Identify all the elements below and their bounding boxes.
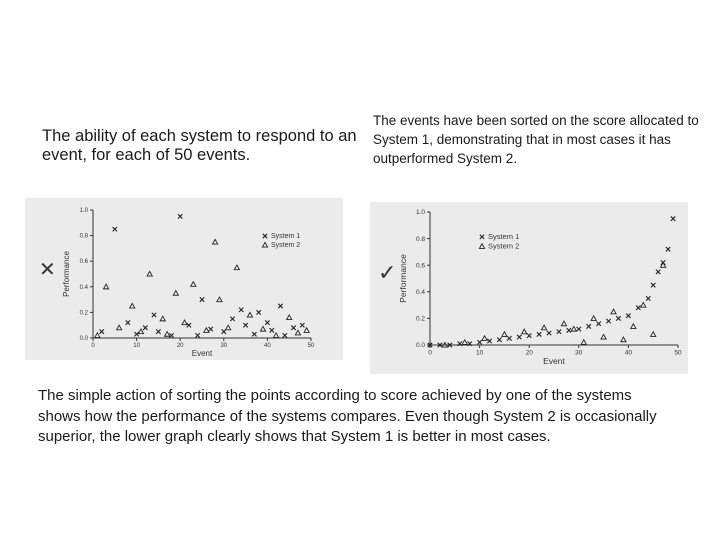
y-tick-label: 0.6 [79,259,88,266]
system-1-point [587,324,591,328]
system-1-point [134,332,138,336]
system-1-point [283,333,287,337]
y-tick-label: 1.0 [79,208,88,214]
system-2-point [641,303,646,308]
system-1-point [557,330,561,334]
system-1-point [156,329,160,333]
y-axis-label: Performance [62,251,71,297]
legend-marker [479,244,484,249]
system-2-point [160,316,165,321]
x-tick-label: 40 [624,349,633,357]
system-2-point [482,336,487,341]
system-1-point [646,296,650,300]
y-tick-label: 0.8 [79,233,88,240]
system-1-point [567,328,571,332]
x-tick-label: 30 [575,349,583,357]
system-2-point [191,282,196,287]
system-1-point [477,340,481,344]
x-tick-label: 20 [525,349,533,357]
legend-marker [480,235,484,239]
system-2-point [304,328,309,333]
system-1-point [636,306,640,310]
system-1-point [596,322,600,326]
scatter-chart-sorted [370,202,688,374]
system-2-point [591,316,596,321]
system-1-point [527,333,531,337]
x-axis-label: Event [191,349,213,358]
system-2-point [651,332,656,337]
x-tick-label: 0 [91,343,95,349]
check-mark-icon: ✓ [378,260,397,285]
legend-marker [262,242,267,247]
legend-marker [263,234,267,238]
system-2-point [247,312,252,317]
system-1-point [517,335,521,339]
system-1-point [230,317,234,321]
system-1-point [616,316,620,320]
caption-right: The events have been sorted on the score allocated to System 1, demonstrating that in most cases it has outperformed System 2. [373,113,699,166]
system-1-point [209,327,213,331]
system-1-point [651,283,655,287]
x-axis-label: Event [543,356,565,366]
system-1-point [291,326,295,330]
system-1-point [547,331,551,335]
system-1-point [537,332,541,336]
y-tick-label: 0.2 [415,315,425,323]
system-2-point [103,284,108,289]
x-tick-label: 10 [475,349,484,357]
system-1-point [239,308,243,312]
system-2-point [130,303,135,308]
chart-panel-unsorted [25,198,343,360]
y-tick-label: 0.0 [415,342,425,350]
system-2-point [147,271,152,276]
system-1-point [152,313,156,317]
system-2-point [260,326,265,331]
system-1-point [577,327,581,331]
system-1-point [278,304,282,308]
system-2-point [287,315,292,320]
system-2-point [541,325,546,330]
system-2-point [522,329,527,334]
system-2-point [234,265,239,270]
system-2-point [631,324,636,329]
x-tick-label: 20 [176,343,184,349]
system-1-point [656,270,660,274]
system-2-point [226,325,231,330]
system-2-point [138,329,143,334]
system-1-point [252,332,256,336]
system-2-point [601,334,606,339]
system-2-point [212,239,217,244]
system-1-point [487,339,491,343]
system-1-point [671,216,675,220]
y-tick-label: 0.0 [79,336,88,342]
scatter-chart-unsorted [25,198,343,360]
system-1-point [169,333,173,337]
legend-label: System 1 [271,233,301,240]
system-1-point [126,320,130,324]
y-tick-label: 0.4 [415,288,425,296]
x-tick-label: 0 [428,349,432,357]
system-2-point [561,321,566,326]
system-2-point [462,340,467,345]
system-2-point [611,309,616,314]
chart-panel-sorted [370,202,688,374]
system-1-point [200,297,204,301]
system-2-point [173,291,178,296]
system-1-point [606,319,610,323]
system-2-point [182,320,187,325]
legend-label: System 2 [271,242,301,249]
y-tick-label: 0.6 [415,262,425,270]
y-axis-label: Performance [398,254,408,303]
legend-label: System 1 [488,232,520,241]
system-2-point [95,333,100,338]
system-1-point [100,329,104,333]
system-1-point [507,336,511,340]
y-tick-label: 1.0 [415,209,425,217]
system-1-point [300,323,304,327]
system-1-point [178,214,182,218]
y-tick-label: 0.2 [79,310,88,317]
system-1-point [270,328,274,332]
y-tick-label: 0.8 [415,235,425,243]
system-2-point [621,337,626,342]
system-1-point [626,314,630,318]
system-1-point [187,323,191,327]
cross-mark-icon: ✕ [39,259,56,281]
y-tick-label: 0.4 [79,284,88,291]
x-tick-label: 50 [307,343,315,349]
system-2-point [581,340,586,345]
system-2-point [502,332,507,337]
system-1-point [666,247,670,251]
system-1-point [265,320,269,324]
x-tick-label: 40 [264,343,271,349]
system-1-point [497,337,501,341]
system-2-point [165,332,170,337]
system-1-point [143,326,147,330]
x-tick-label: 50 [674,349,682,357]
caption-left: The ability of each system to respond to an event, for each of 50 events. [42,127,357,164]
x-tick-label: 30 [220,343,228,349]
caption-bottom: The simple action of sorting the points according to score achieved by one of the systems shows how the performance of the systems compares. Even though System 2 is occasionally superior, the lower graph clearly shows that System 1 is better in most cases. [38,387,657,445]
system-2-point [295,330,300,335]
x-tick-label: 10 [133,343,140,349]
legend-label: System 2 [488,241,520,251]
system-2-point [204,328,209,333]
system-2-point [117,325,122,330]
system-1-point [243,323,247,327]
system-2-point [217,297,222,302]
system-2-point [274,333,279,338]
system-2-point [571,326,576,331]
system-1-point [256,310,260,314]
system-1-point [113,227,117,231]
system-1-point [195,333,199,337]
